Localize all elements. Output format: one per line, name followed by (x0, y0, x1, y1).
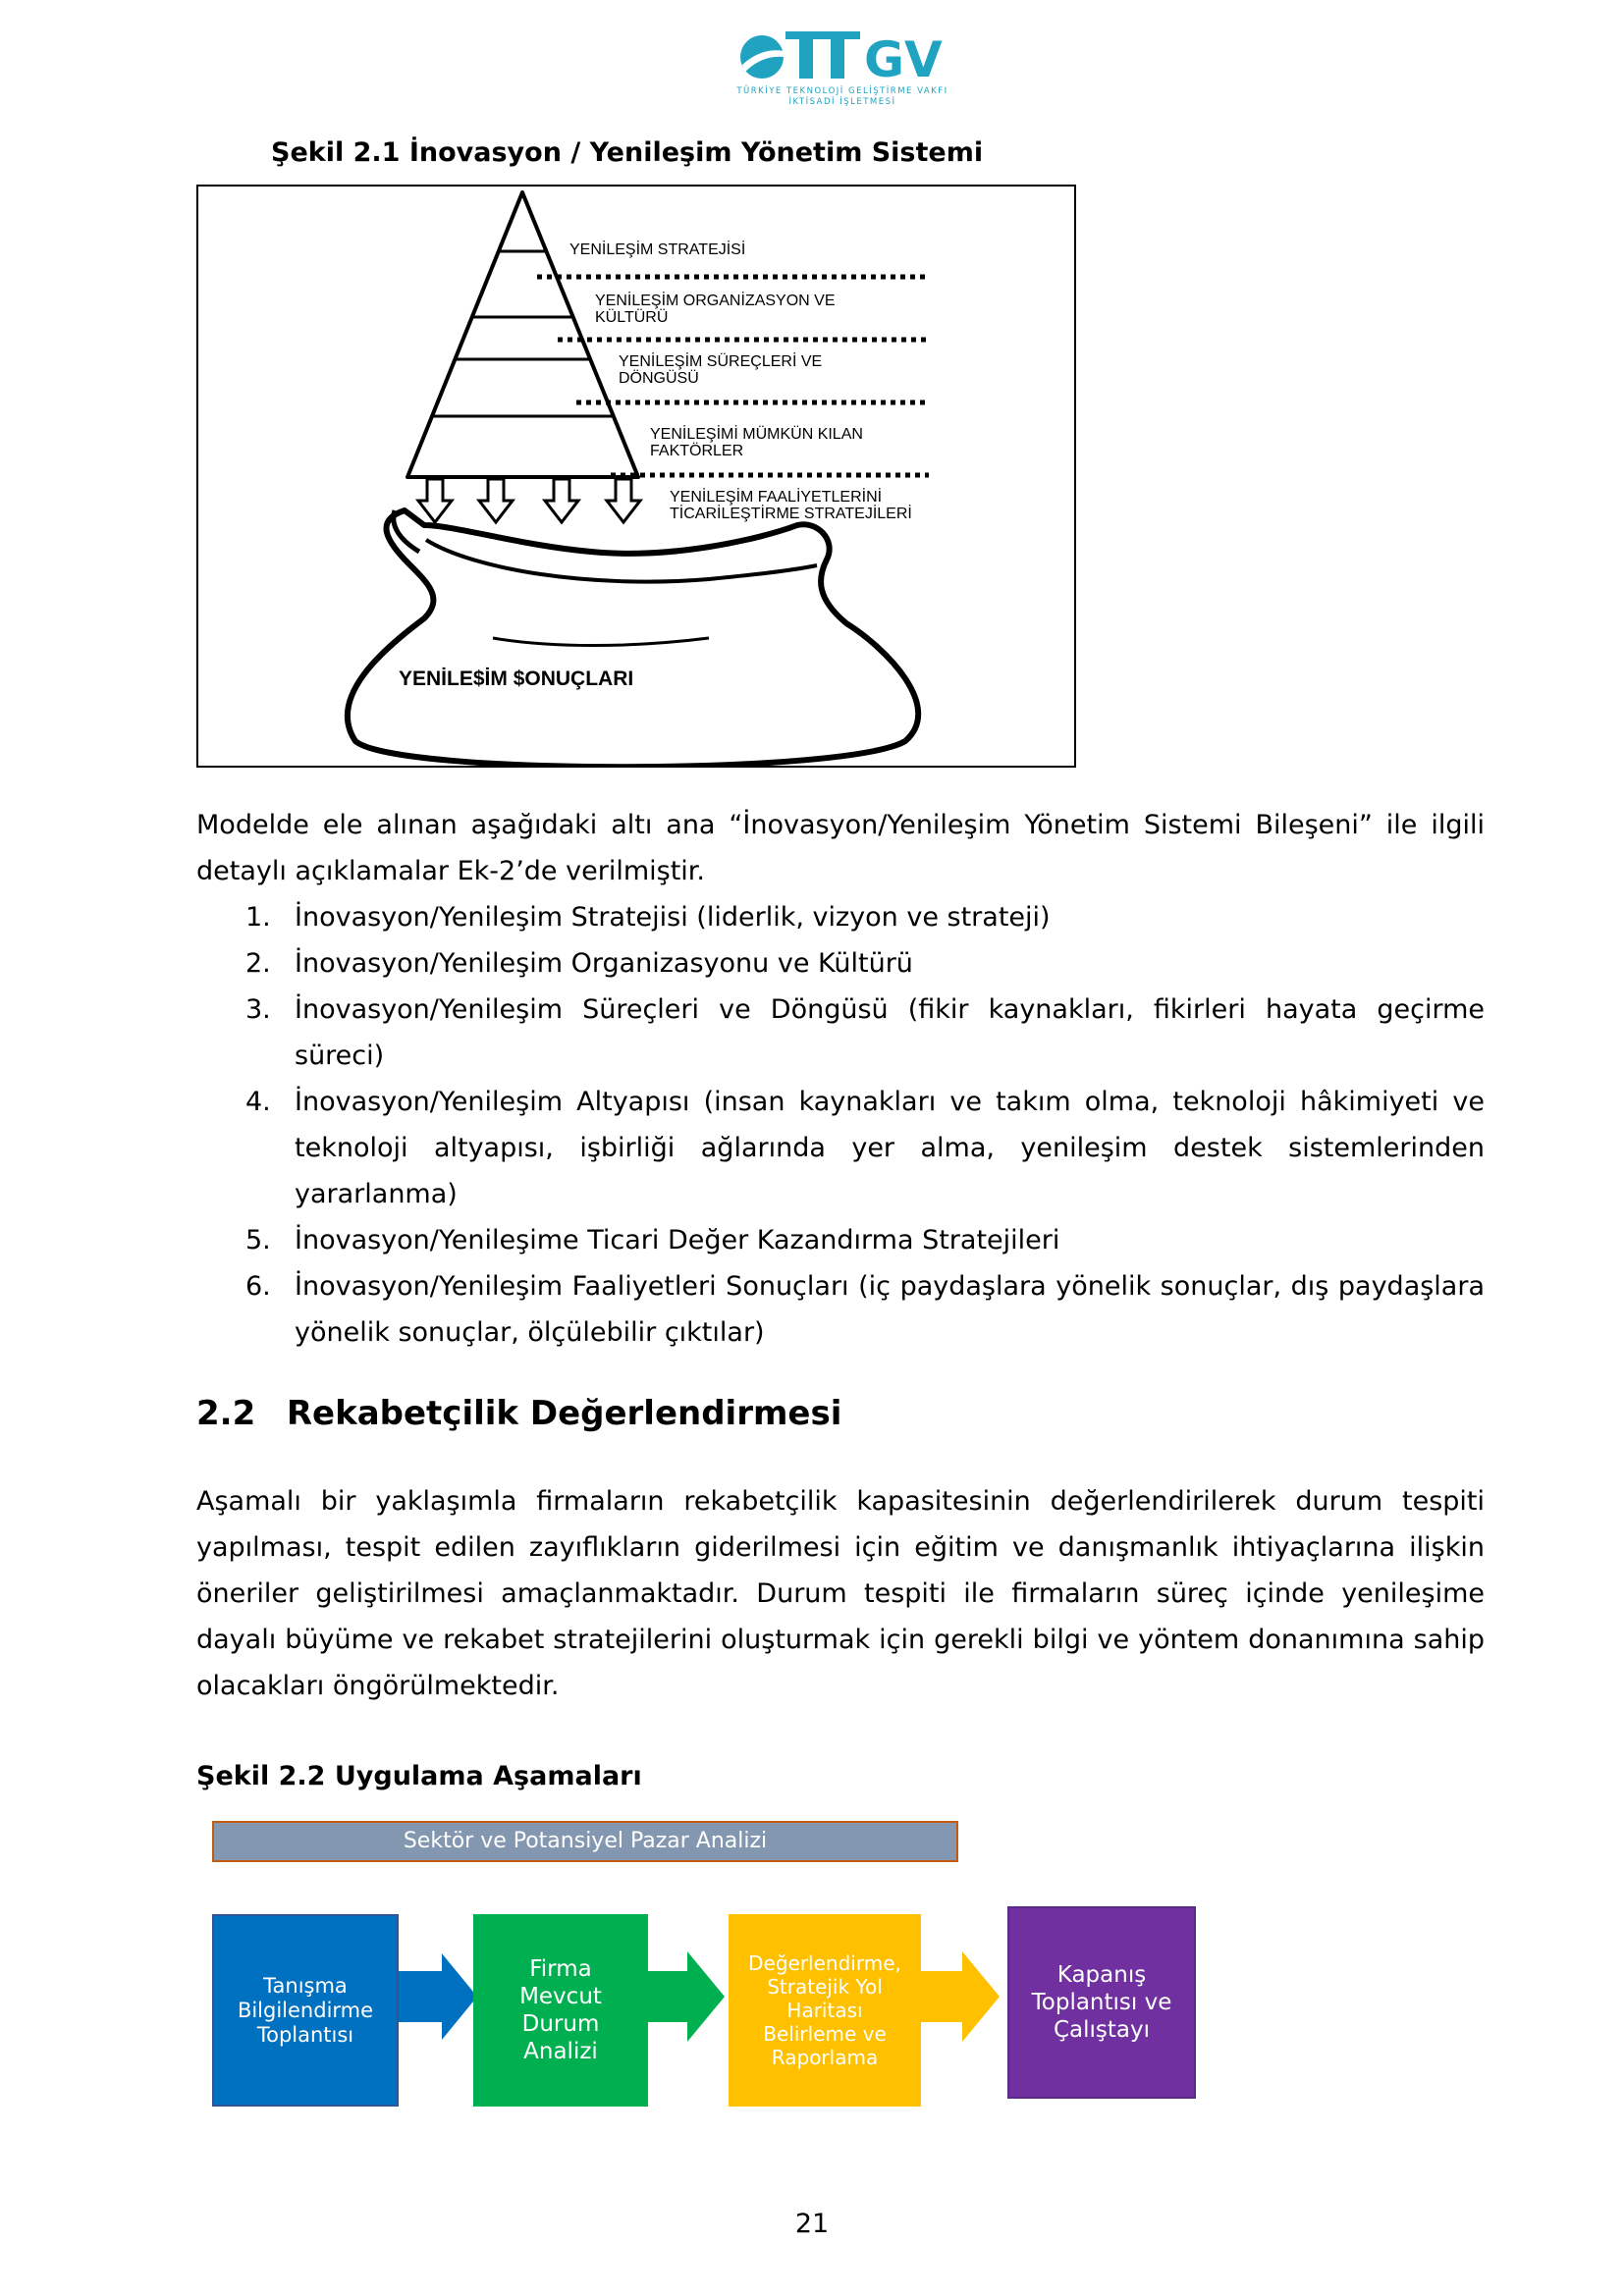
list-number: 5. (245, 1225, 271, 1255)
step-3-text (748, 1951, 901, 2069)
section-paragraph: Aşamalı bir yaklaşımla firmaların rekabetçilik kapasitesinin değerlendirilerek durum tespiti yapılması, tespit edilen zayıflıkların giderilmesi için eğitim ve danışmanlık ihtiyaçlarına ilişkin öneriler geliştirilmesi amaçlanmaktadır. Durum tespiti ile firmaların süreç içinde yenileşime dayalı büyüme ve rekabet stratejilerini oluşturmak için gerekli bilgi ve yöntem donanımına sahip olacakları öngörülmektedir. (196, 1486, 1485, 1701)
step-introduction-meeting (212, 1914, 399, 2107)
step-line: Analizi (523, 2039, 598, 2064)
results-label: YENİLE$İM $ONUÇLARI (399, 667, 634, 690)
figure-1-caption: Şekil 2.1 İnovasyon / Yenileşim Yönetim Sistemi (271, 137, 984, 168)
step-line: Çalıştayı (1053, 2017, 1150, 2043)
level-2-label (595, 293, 836, 326)
step-line: Değerlendirme, (748, 1951, 901, 1975)
step-line: Tanışma (263, 1973, 348, 1998)
list-text: İnovasyon/Yenileşime Ticari Değer Kazandırma Stratejileri (295, 1225, 1060, 1255)
list-item (196, 1263, 1485, 1356)
level-4-line-1: YENİLEŞİMİ MÜMKÜN KILAN (650, 426, 863, 443)
list-number: 4. (245, 1087, 271, 1117)
section-number: 2.2 (196, 1394, 256, 1433)
pyramid (407, 192, 638, 477)
step-line: Belirleme ve (763, 2022, 887, 2046)
list-number: 6. (245, 1271, 271, 1302)
intro-paragraph: Modelde ele alınan aşağıdaki altı ana “İnovasyon/Yenileşim Yönetim Sistemi Bileşeni” ile ilgili detaylı açıklamalar Ek-2’de verilmiştir. (196, 810, 1485, 886)
list-item (196, 987, 1485, 1079)
level-4-line-2: FAKTÖRLER (650, 443, 744, 459)
step-closing-workshop (1007, 1906, 1196, 2099)
level-4-label (650, 426, 863, 459)
level-5-line-1: YENİLEŞİM FAALİYETLERİNİ (670, 489, 883, 506)
step-line: Kapanış (1056, 1962, 1147, 1988)
logo-subtitle (734, 86, 950, 108)
page-number: 21 (794, 2209, 830, 2239)
components-list (196, 894, 1485, 1356)
step-1-text (238, 1974, 373, 2048)
arrow-down-icon (607, 479, 640, 522)
arrow-down-icon (418, 479, 452, 522)
logo-brand: GV (864, 31, 943, 88)
step-line: Durum (521, 2011, 600, 2037)
figure-1-frame (196, 185, 1076, 768)
list-number: 3. (245, 994, 271, 1025)
section-heading (196, 1394, 841, 1433)
step-line: Mevcut (519, 1984, 602, 2009)
step-current-status-analysis (473, 1914, 648, 2107)
list-text: İnovasyon/Yenileşim Organizasyonu ve Kültürü (295, 948, 913, 979)
arrow-right-icon (399, 1953, 477, 2040)
level-5-label (670, 489, 912, 522)
step-line: Bilgilendirme (237, 1998, 374, 2022)
step-2-text (519, 1955, 602, 2065)
step-line: Toplantısı ve (1031, 1990, 1172, 2015)
section-title: Rekabetçilik Değerlendirmesi (286, 1394, 842, 1433)
figure-2-caption: Şekil 2.2 Uygulama Aşamaları (196, 1761, 642, 1791)
step-line: Toplantısı (256, 2022, 354, 2047)
step-4-text (1032, 1961, 1172, 2044)
level-1-label: YENİLEŞİM STRATEJİSİ (569, 241, 746, 258)
list-text: İnovasyon/Yenileşim Altyapısı (insan kaynakları ve takım olma, teknoloji hâkimiyeti ve teknoloji altyapısı, işbirliği ağlarında yer alma, yenileşim destek sistemlerinden yararlanma) (295, 1087, 1485, 1209)
level-5-line-2: TİCARİLEŞTİRME STRATEJİLERİ (670, 506, 912, 522)
level-3-label (619, 353, 822, 387)
list-number: 1. (245, 902, 271, 933)
logo-line-2: İKTİSADİ İŞLETMESİ (788, 97, 896, 107)
step-line: Firma (529, 1956, 592, 1982)
list-item (196, 940, 1485, 987)
level-2-line-1: YENİLEŞİM ORGANİZASYON VE (595, 293, 836, 309)
step-line: Stratejik Yol (767, 1975, 883, 1999)
pyramid-diagram (198, 187, 1074, 766)
step-line: Haritası (786, 1999, 863, 2022)
level-3-line-2: DÖNGÜSÜ (619, 370, 699, 387)
arrow-right-icon (919, 1951, 1000, 2042)
list-number: 2. (245, 948, 271, 979)
step-line: Raporlama (771, 2046, 879, 2069)
results-sack (348, 510, 918, 766)
list-item (196, 894, 1485, 940)
arrow-down-icon (545, 479, 578, 522)
list-text: İnovasyon/Yenileşim Süreçleri ve Döngüsü (fikir kaynakları, fikirleri hayata geçirme süreci) (295, 994, 1485, 1071)
level-3-line-1: YENİLEŞİM SÜREÇLERİ VE (619, 353, 823, 370)
step-evaluation-roadmap (729, 1914, 921, 2107)
list-item (196, 1079, 1485, 1217)
logo-line-1: TÜRKİYE TEKNOLOJİ GELİŞTİRME VAKFI (736, 86, 948, 96)
level-2-line-2: KÜLTÜRÜ (595, 309, 669, 326)
arrow-down-icon (479, 479, 513, 522)
list-text: İnovasyon/Yenileşim Stratejisi (liderlik, vizyon ve strateji) (295, 902, 1051, 933)
arrow-right-icon (648, 1951, 725, 2042)
list-item (196, 1217, 1485, 1263)
list-text: İnovasyon/Yenileşim Faaliyetleri Sonuçları (iç paydaşlara yönelik sonuçlar, dış paydaşlara yönelik sonuçlar, ölçülebilir çıktılar) (295, 1271, 1485, 1348)
sector-analysis-bar: Sektör ve Potansiyel Pazar Analizi (212, 1821, 958, 1862)
